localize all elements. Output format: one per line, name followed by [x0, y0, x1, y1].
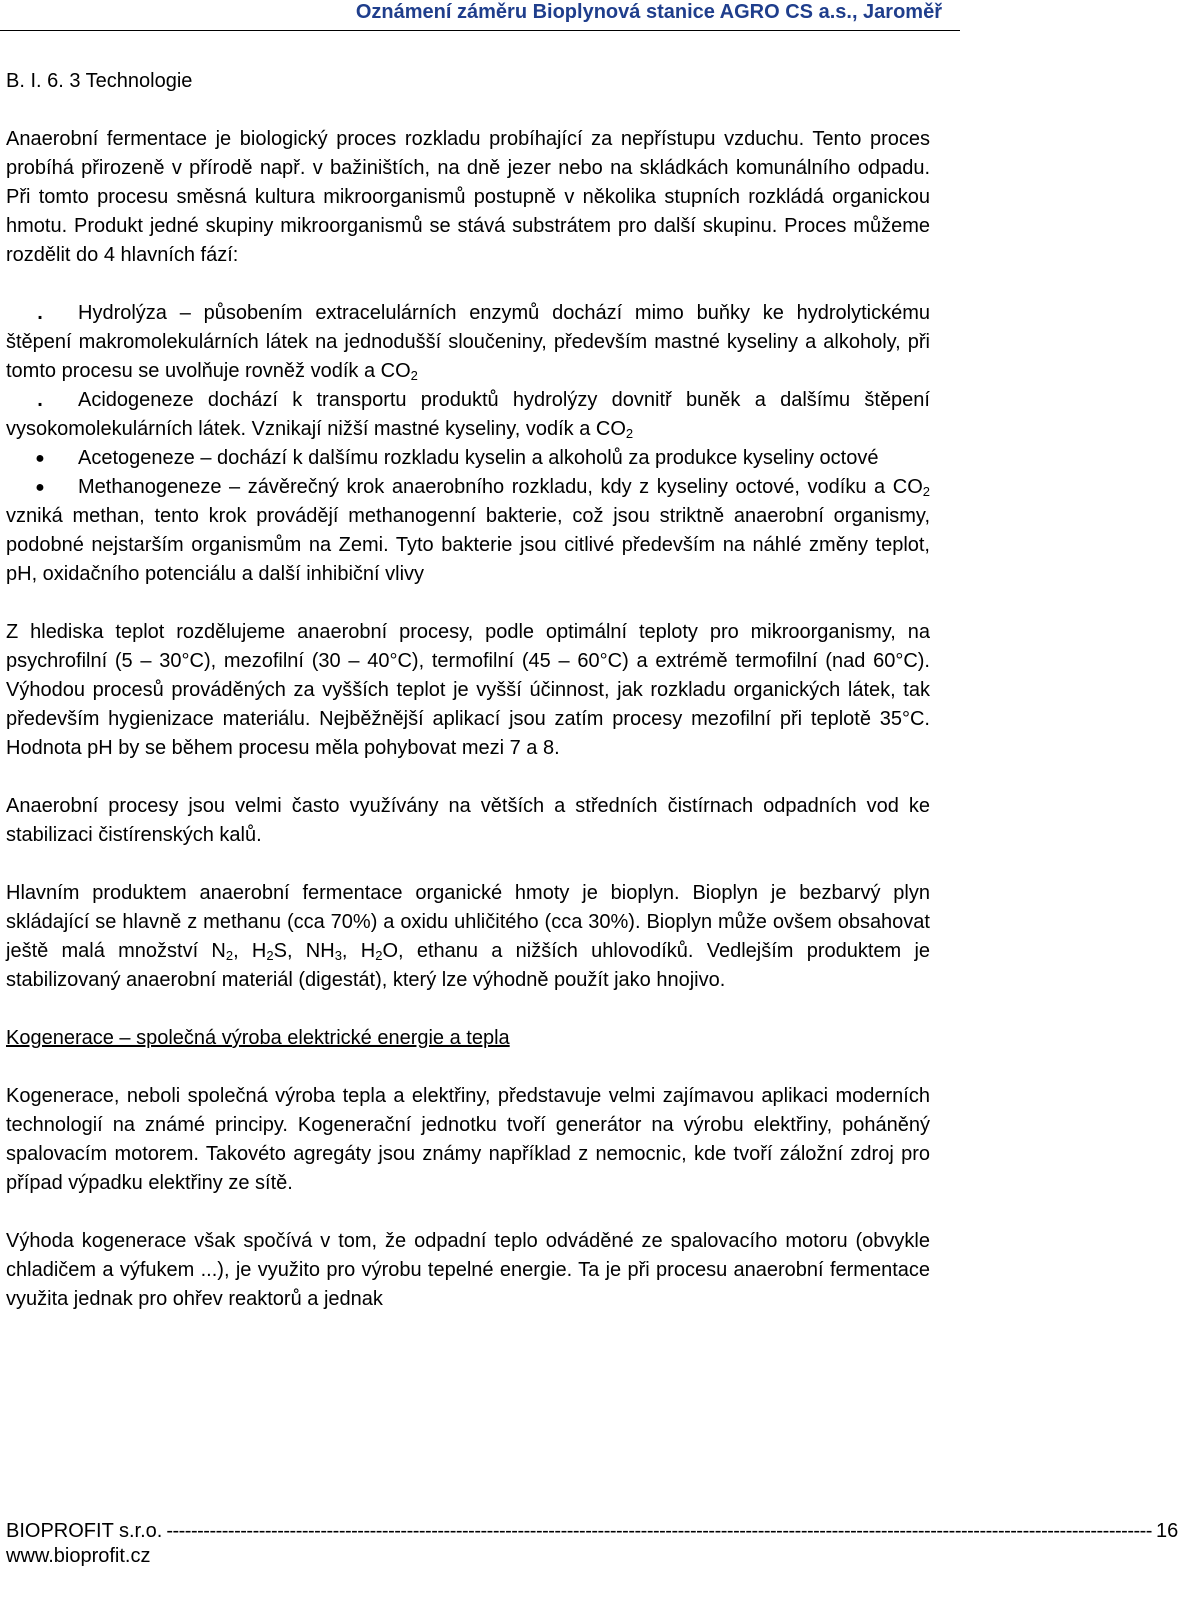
section-heading: B. I. 6. 3 Technologie — [6, 70, 193, 92]
cogeneration-paragraph-1: Kogenerace, neboli společná výroba tepla a elektřiny, představuje velmi zajímavou aplikaci moderních technologií na známé principy. Kogenerační jednotku tvoří generátor na výrobu elektřiny, poháněný spalovacím motorem. Takovéto agregáty jsou známy například z nemocnic, kde tvoří záložní zdroj pro případ výpadku elektřiny ze sítě. — [6, 1085, 930, 1194]
subscript: 2 — [410, 368, 418, 383]
subscript: 3 — [334, 948, 342, 963]
phase-list — [6, 299, 930, 589]
biogas-paragraph — [6, 879, 930, 995]
page-number: 16 — [1155, 1520, 1178, 1542]
intro-paragraph: Anaerobní fermentace je biologický proces rozkladu probíhající za nepřístupu vzduchu. Tento proces probíhá přirozeně v přírodě např. v bažiništích, na dně jezer nebo na skládkách komunálního odpadu. Při tomto procesu směsná kultura mikroorganismů postupně v několika stupních rozkládá organickou hmotu. Produkt jedné skupiny mikroorganismů se stává substrátem pro další skupinu. Proces můžeme rozdělit do 4 hlavních fází: — [6, 128, 930, 266]
phase-text-continued: vzniká methan, tento krok provádějí methanogenní bakterie, což jsou striktně anaerobní organismy, podobné nejstarším organismům na Zemi. Tyto bakterie jsou citlivé především na náhlé změny teplot, pH, oxidačního potenciálu a další inhibiční vlivy — [6, 505, 930, 585]
phase-item-acidogenesis — [6, 386, 930, 444]
bullet-icon: . — [37, 302, 43, 324]
phase-text: Acidogeneze dochází k transportu produktů hydrolýzy dovnitř buněk a dalšímu štěpení vysokomolekulárních látek. Vznikají nižší mastné kyseliny, vodík a CO — [6, 389, 930, 440]
text-run: Hlavním produktem anaerobní fermentace organické hmoty je bioplyn. Bioplyn je bezbarvý plyn skládající se hlavně z methanu (cca 70%) a oxidu uhličitého (cca 30%). Bioplyn může ovšem obsahovat ještě malá množství N — [6, 882, 930, 962]
cogeneration-paragraph-2: Výhoda kogenerace však spočívá v tom, že odpadní teplo odváděné ze spalovacího motoru (obvykle chladičem a výfukem ...), je využito pro výrobu tepelné energie. Ta je při procesu anaerobní fermentace využita jednak pro ohřev reaktorů a jednak — [6, 1230, 930, 1310]
phase-item-acetogenesis — [6, 444, 930, 473]
text-run: O, ethanu a nižších uhlovodíků. Vedlejším produktem je stabilizovaný anaerobní materiál (digestát), který lze výhodně použít jako hnojivo. — [6, 940, 931, 991]
subscript: 2 — [375, 948, 383, 963]
temperature-paragraph: Z hlediska teplot rozdělujeme anaerobní procesy, podle optimální teploty pro mikroorganismy, na psychrofilní (5 – 30°C), mezofilní (30 – 40°C), termofilní (45 – 60°C) a extrémě termofilní (nad 60°C). Výhodou procesů prováděných za vyšších teplot je vyšší účinnost, jak rozkladu organických látek, tak především hygienizace materiálu. Nejběžnější aplikací jsou zatím procesy mezofilní při teplotě 35°C. Hodnota pH by se během procesu měla pohybovat mezi 7 a 8. — [6, 621, 930, 759]
phase-text: Methanogeneze – závěrečný krok anaerobního rozkladu, kdy z kyseliny octové, vodíku a CO — [78, 476, 923, 498]
footer-website: www.bioprofit.cz — [6, 1545, 151, 1567]
text-run: , H — [233, 940, 267, 962]
text-run: , H — [341, 940, 376, 962]
page-footer — [6, 1519, 1178, 1569]
subscript: 2 — [922, 484, 930, 499]
footer-line — [6, 1519, 1178, 1544]
bullet-icon: . — [37, 389, 43, 411]
cogeneration-heading: Kogenerace – společná výroba elektrické energie a tepla — [6, 1027, 510, 1049]
document-body — [6, 67, 930, 1314]
phase-item-hydrolysis — [6, 299, 930, 386]
phase-item-methanogenesis — [6, 473, 930, 589]
footer-dash-rule: ---------------------------------------------------------------------------------------------------------------------------------------------------------------- — [166, 1520, 1152, 1542]
subscript: 2 — [266, 948, 274, 963]
subscript: 2 — [225, 948, 234, 963]
footer-company: BIOPROFIT s.r.o. — [6, 1520, 163, 1542]
phase-text: Acetogeneze – dochází k dalšímu rozkladu kyselin a alkoholů za produkce kyseliny octové — [78, 447, 879, 469]
bullet-icon: ● — [35, 479, 45, 496]
wastewater-paragraph: Anaerobní procesy jsou velmi často využívány na větších a středních čistírnach odpadních vod ke stabilizaci čistírenských kalů. — [6, 795, 930, 846]
header-title: Oznámení záměru Bioplynová stanice AGRO CS a.s., Jaroměř — [355, 1, 942, 23]
phase-text: Hydrolýza – působením extracelulárních enzymů dochází mimo buňky ke hydrolytickému štěpení makromolekulárních látek na jednodušší sloučeniny, především mastné kyseliny a alkoholy, při tomto procesu se uvolňuje rovněž vodík a CO — [6, 302, 930, 382]
page-header — [0, 0, 960, 31]
bullet-icon: ● — [35, 450, 45, 467]
text-run: S, NH — [273, 940, 335, 962]
subscript: 2 — [625, 426, 634, 441]
